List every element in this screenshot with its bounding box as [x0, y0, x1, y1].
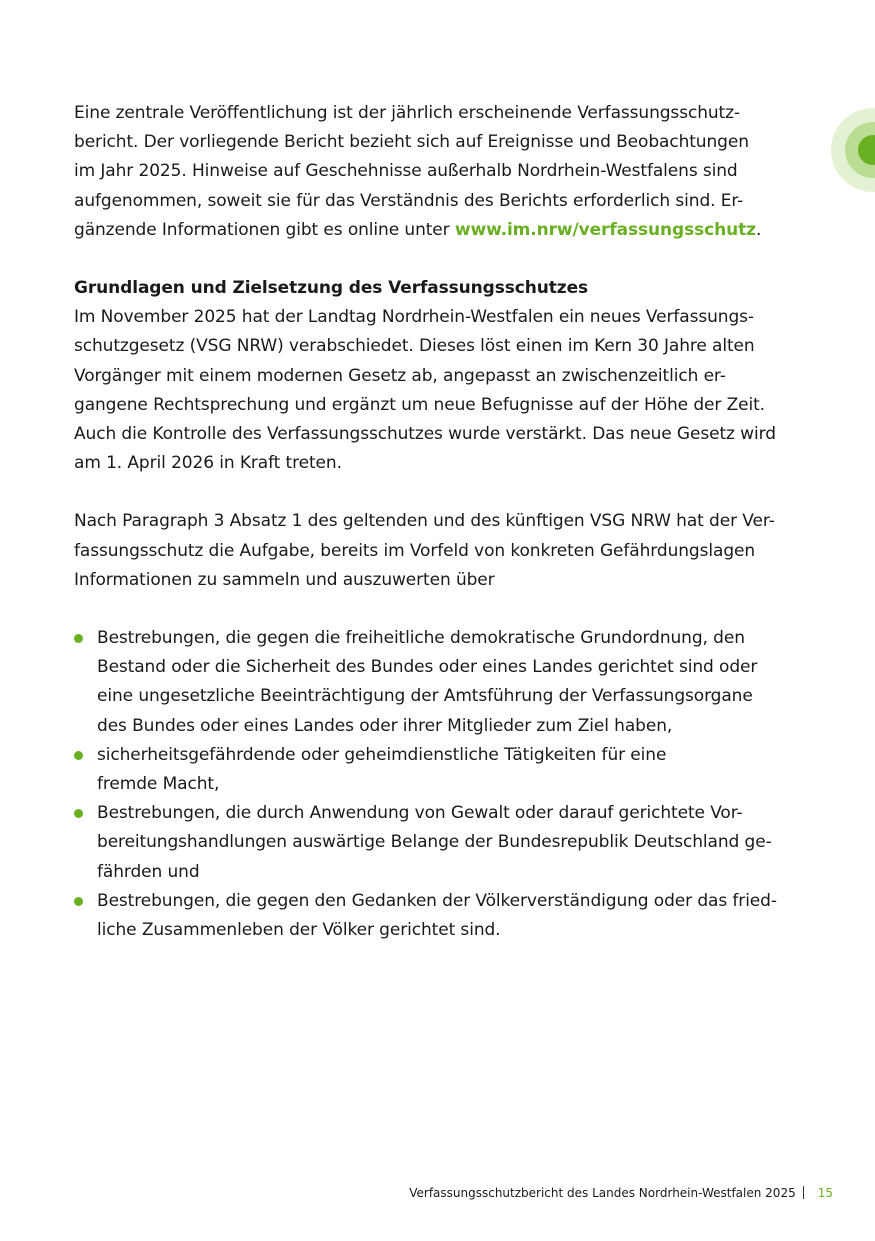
paragraph-line: Vorgänger mit einem modernen Gesetz ab, angepasst an zwischenzeitlich er-: [74, 365, 726, 386]
list-item-line: liche Zusammenleben der Völker gerichtet sind.: [97, 920, 501, 941]
footer-divider: [803, 1186, 804, 1199]
paragraph-spacer: [74, 245, 804, 274]
list-item-line: des Bundes oder eines Landes oder ihrer Mitglieder zum Ziel haben,: [97, 715, 673, 736]
list-item-line: fremde Macht,: [97, 774, 220, 795]
section-paragraph-2: [74, 507, 804, 595]
intro-line-prefix: gänzende Informationen gibt es online unter: [74, 219, 455, 240]
list-item-line: Bestrebungen, die gegen den Gedanken der Völkerverständigung oder das fried-: [97, 890, 777, 911]
page-content: [74, 99, 804, 945]
section-heading: Grundlagen und Zielsetzung des Verfassungsschutzes: [74, 278, 589, 299]
paragraph-line: fassungsschutz die Aufgabe, bereits im Vorfeld von konkreten Gefährdungslagen: [74, 540, 756, 561]
section-paragraph-1: [74, 303, 804, 478]
page-number: 15: [817, 1186, 833, 1200]
intro-line-suffix: .: [755, 219, 762, 240]
paragraph-line: Im November 2025 hat der Landtag Nordrhein-Westfalen ein neues Verfassungs-: [74, 307, 754, 328]
list-item-line: Bestand oder die Sicherheit des Bundes oder eines Landes gerichtet sind oder: [97, 657, 758, 678]
bullet-dot-icon: [74, 634, 83, 643]
list-item: [74, 799, 804, 887]
bullet-dot-icon: [74, 751, 83, 760]
list-item-line: bereitungshandlungen auswärtige Belange der Bundesrepublik Deutschland ge-: [97, 832, 772, 853]
bullet-dot-icon: [74, 809, 83, 818]
paragraph-line: schutzgesetz (VSG NRW) verabschiedet. Dieses löst einen im Kern 30 Jahre alten: [74, 336, 755, 357]
intro-line: Eine zentrale Veröffentlichung ist der jährlich erscheinende Verfassungsschutz-: [74, 103, 740, 123]
list-item: [74, 887, 804, 945]
list-item: [74, 741, 804, 799]
paragraph-line: Nach Paragraph 3 Absatz 1 des geltenden und des künftigen VSG NRW hat der Ver-: [74, 511, 775, 532]
intro-paragraph: [74, 99, 804, 245]
intro-line: im Jahr 2025. Hinweise auf Geschehnisse außerhalb Nordrhein-Westfalens sind: [74, 161, 738, 182]
bullet-dot-icon: [74, 897, 83, 906]
paragraph-line: Informationen zu sammeln und auszuwerten über: [74, 569, 495, 590]
list-item-line: Bestrebungen, die gegen die freiheitliche demokratische Grundordnung, den: [97, 628, 745, 649]
task-bullet-list: [74, 624, 804, 945]
paragraph-line: Auch die Kontrolle des Verfassungsschutzes wurde verstärkt. Das neue Gesetz wird: [74, 424, 776, 445]
paragraph-line: am 1. April 2026 in Kraft treten.: [74, 453, 342, 474]
intro-line: bericht. Der vorliegende Bericht bezieht sich auf Ereignisse und Beobachtungen: [74, 132, 749, 153]
paragraph-spacer: [74, 478, 804, 507]
footer-title: Verfassungsschutzbericht des Landes Nordrhein-Westfalen 2025: [409, 1186, 796, 1200]
intro-line: aufgenommen, soweit sie für das Verständnis des Berichts erforderlich sind. Er-: [74, 190, 744, 211]
verfassungsschutz-link[interactable]: www.im.nrw/verfassungsschutz: [454, 219, 756, 240]
list-item-line: eine ungesetzliche Beeinträchtigung der Amtsführung der Verfassungsorgane: [97, 686, 753, 707]
paragraph-spacer: [74, 595, 804, 624]
green-circle-decoration: [831, 108, 875, 192]
list-item-line: fährden und: [97, 861, 200, 882]
list-item-line: sicherheitsgefährdende oder geheimdienstliche Tätigkeiten für eine: [97, 744, 667, 765]
page-footer: [409, 1184, 833, 1202]
paragraph-line: gangene Rechtsprechung und ergänzt um neue Befugnisse auf der Höhe der Zeit.: [74, 394, 765, 415]
list-item: [74, 624, 804, 741]
list-item-line: Bestrebungen, die durch Anwendung von Gewalt oder darauf gerichtete Vor-: [97, 803, 743, 824]
